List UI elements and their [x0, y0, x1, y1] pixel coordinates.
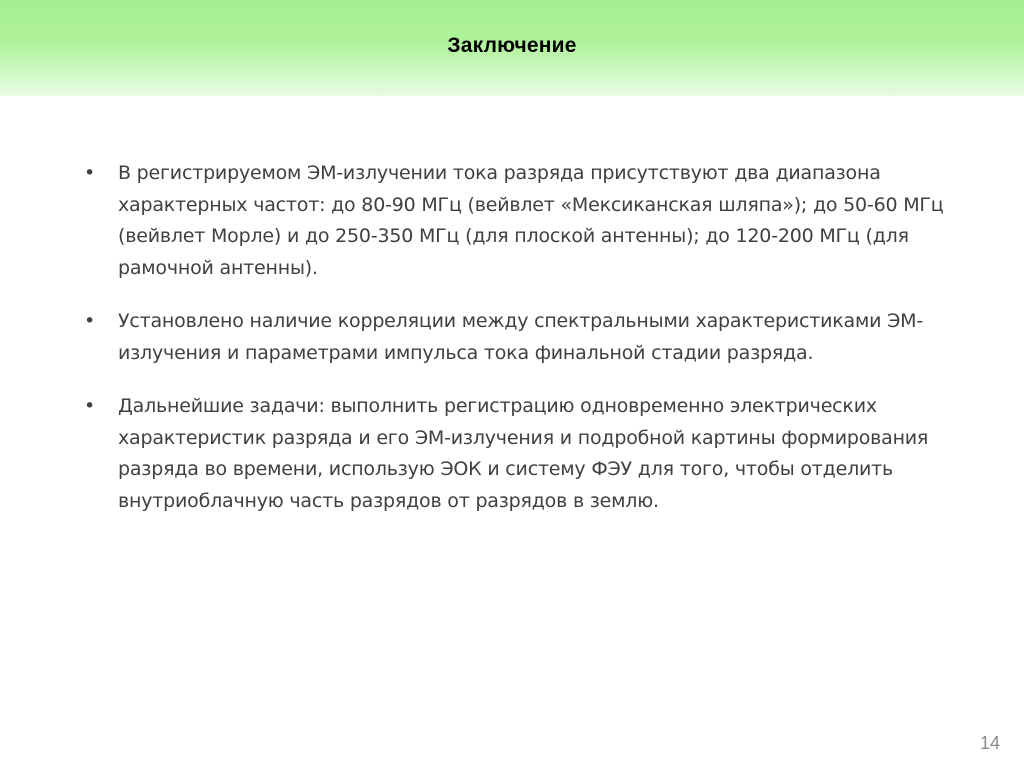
bullet-text: В регистрируемом ЭМ-излучении тока разряда присутствуют два диапазона характерных частот: до 80-90 МГц (вейвлет «Мексиканская шляпа»); до 50-60 МГц (вейвлет Морле) и до 250-350 МГц (для плоской антенны); до 120-200 МГц (для рамочной антенны). [118, 162, 944, 279]
bullet-text: Установлено наличие корреляции между спектральными характеристиками ЭМ-излучения и параметрами импульса тока финальной стадии разряда. [118, 310, 924, 364]
page-number: 14 [979, 733, 1000, 753]
bullet-list [82, 158, 952, 539]
bullet-item [82, 306, 952, 369]
bullet-dot-icon: • [84, 162, 96, 184]
slide-title: Заключение [447, 34, 577, 57]
bullet-item [82, 391, 952, 517]
bullet-dot-icon: • [84, 310, 96, 332]
bullet-dot-icon: • [84, 395, 96, 417]
bullet-text: Дальнейшие задачи: выполнить регистрацию одновременно электрических характеристик разряда и его ЭМ-излучения и подробной картины формирования разряда во времени, использую ЭОК и систему ФЭУ для того, чтобы отделить внутриоблачную часть разрядов от разрядов в землю. [118, 395, 929, 512]
bullet-item [82, 158, 952, 284]
